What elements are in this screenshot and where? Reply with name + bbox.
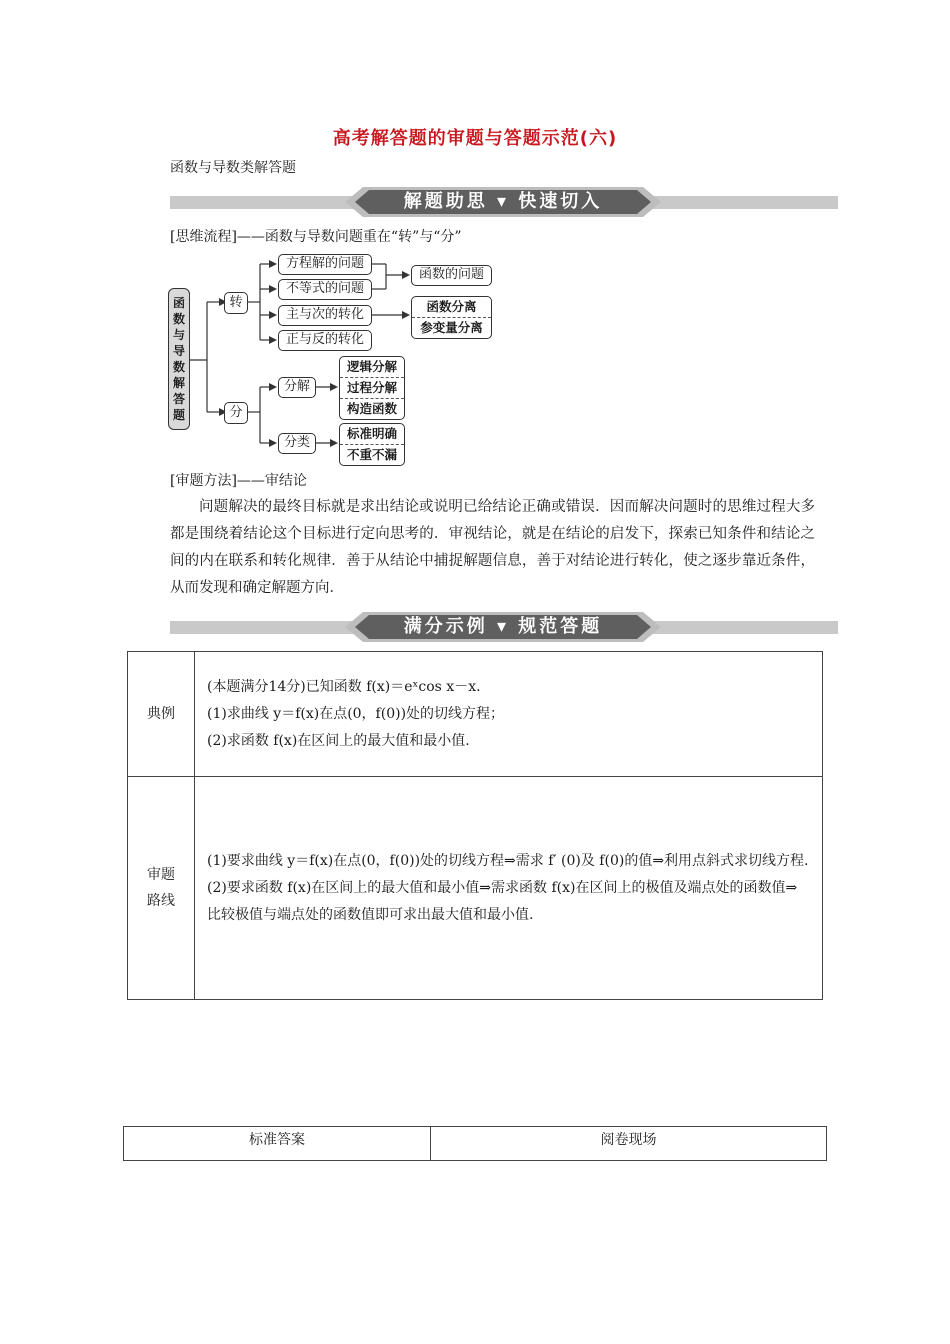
answer-table xyxy=(123,1126,827,1161)
banner-example-text: 满分示例 ▾ 规范答题 xyxy=(403,616,603,637)
flow-root-label: 函数与导数解答题 xyxy=(173,296,186,422)
example-label: 典例 xyxy=(128,652,195,777)
table-row xyxy=(128,777,823,1000)
table-row xyxy=(128,652,823,777)
flow-fenjie-item: 逻辑分解 xyxy=(346,359,397,374)
answer-col-standard: 标准答案 xyxy=(124,1127,431,1161)
flow-zhuan-child-4: 正与反的转化 xyxy=(278,330,372,351)
review-method-label: [审题方法]——审结论 xyxy=(170,473,307,489)
example-line: (2)求函数 f(x)在区间上的最大值和最小值. xyxy=(207,732,470,749)
example-table xyxy=(127,651,823,1000)
flow-zhuan-child-3: 主与次的转化 xyxy=(278,305,372,326)
answer-col-grading: 阅卷现场 xyxy=(431,1127,827,1161)
page-title: 高考解答题的审题与答题示范(六) xyxy=(332,128,618,149)
flow-zhuan-child-2: 不等式的问题 xyxy=(278,279,372,300)
route-label xyxy=(128,777,195,1000)
example-content xyxy=(195,652,823,777)
flow-fenlei-item: 不重不漏 xyxy=(340,444,404,465)
table-row xyxy=(124,1127,827,1161)
route-line: (1)要求曲线 y＝f(x)在点(0，f(0))处的切线方程⇒需求 f′ (0)及 f(0)的值⇒利用点斜式求切线方程. xyxy=(207,852,809,869)
flow-connectors xyxy=(0,0,950,480)
thinking-flow-label: [思维流程]——函数与导数问题重在“转”与“分” xyxy=(170,229,462,245)
example-line: (本题满分14分)已知函数 f(x)＝eˣcos x－x. xyxy=(207,678,481,695)
flow-root-box xyxy=(168,288,190,430)
flow-fenlei-stack xyxy=(339,423,405,466)
banner-example xyxy=(345,610,661,644)
flow-fenlei-item: 标准明确 xyxy=(346,426,397,441)
subtitle: 函数与导数类解答题 xyxy=(170,160,296,176)
route-line: (2)要求函数 f(x)在区间上的最大值和最小值⇒需求函数 f(x)在区间上的极值及端点处的函数值⇒比较极值与端点处的函数值即可求出最大值和最小值. xyxy=(207,879,798,923)
flow-fenjie-item: 构造函数 xyxy=(340,398,404,419)
example-line: (1)求曲线 y＝f(x)在点(0，f(0))处的切线方程； xyxy=(207,705,505,722)
banner-thinking-text: 解题助思 ▾ 快速切入 xyxy=(403,191,603,212)
flow-fenlei-box: 分类 xyxy=(278,433,316,454)
flow-separation-stack xyxy=(411,296,492,339)
route-label-text: 审题路线 xyxy=(147,867,175,909)
flow-function-problem-box: 函数的问题 xyxy=(411,265,492,286)
flow-fenjie-stack xyxy=(339,356,405,420)
flow-fenjie-item: 过程分解 xyxy=(340,377,404,398)
review-method-paragraph: 问题解决的最终目标就是求出结论或说明已给结论正确或错误．因而解决问题时的思维过程大多都是围绕着结论这个目标进行定向思考的．审视结论，就是在结论的启发下，探索已知条件和结论之间的内在联系和转化规律．善于从结论中捕捉解题信息，善于对结论进行转化，使之逐步靠近条件，从而发现和确定解题方向． xyxy=(170,499,815,596)
flow-zhuan-child-1: 方程解的问题 xyxy=(278,254,372,275)
flow-zhuan-box: 转 xyxy=(224,292,248,314)
route-content xyxy=(195,777,823,1000)
flow-separation-item: 函数分离 xyxy=(426,299,477,314)
flow-fen-box: 分 xyxy=(224,402,248,424)
flow-fenjie-box: 分解 xyxy=(278,377,316,398)
flow-separation-item: 参变量分离 xyxy=(412,317,491,338)
